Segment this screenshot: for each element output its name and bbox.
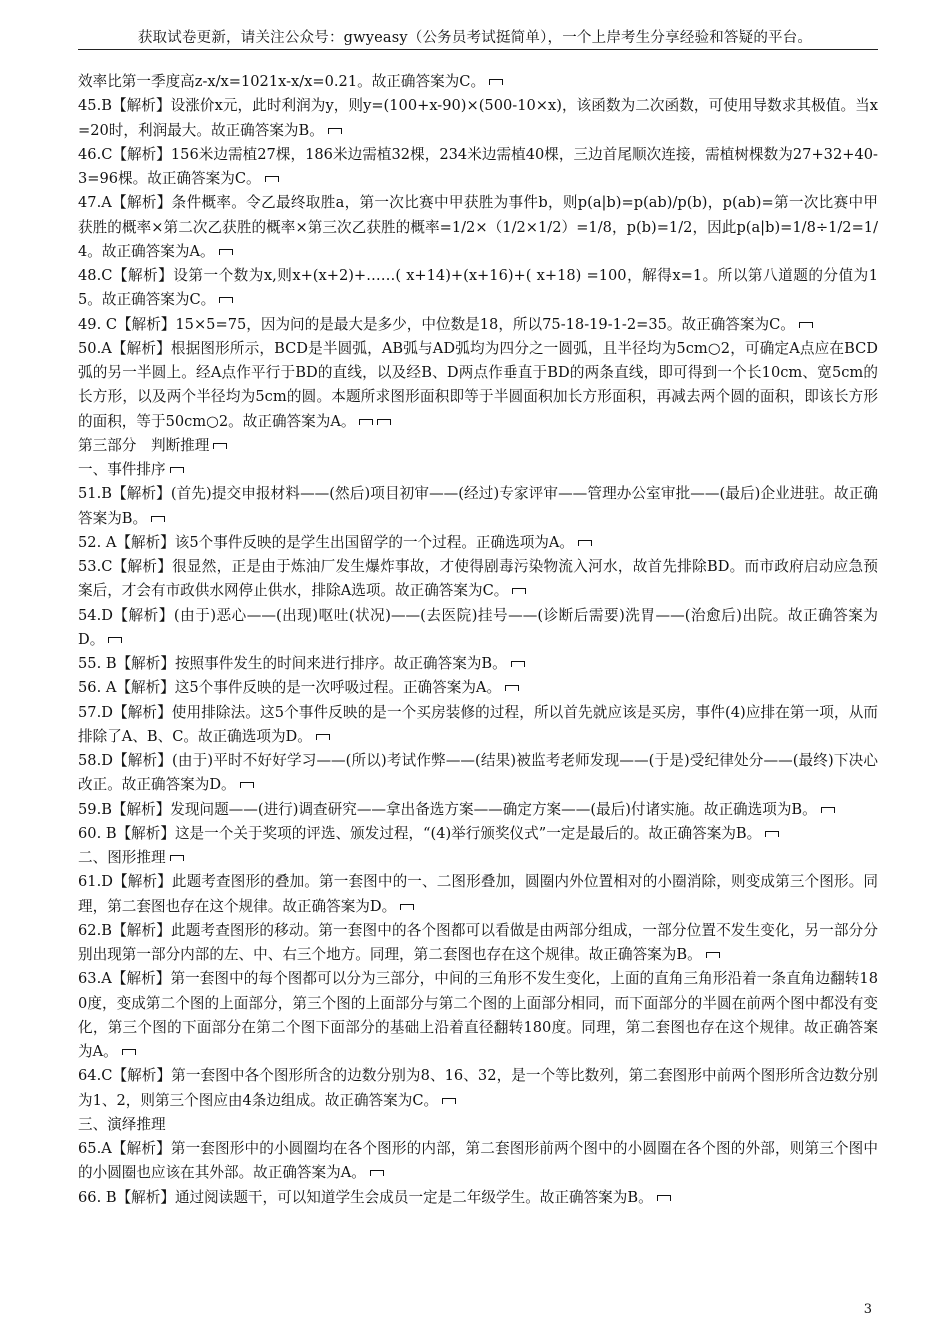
section-heading: 第三部分 判断推理 — [78, 434, 878, 458]
paragraph: 49. C【解析】15×5=75，因为问的是最大是多少，中位数是18，所以75-18-19-1-2=35。故正确答案为C。 — [78, 313, 878, 337]
paragraph-mark-icon — [359, 419, 373, 425]
paragraph-mark-icon — [821, 807, 835, 813]
paragraph: 63.A【解析】第一套图中的每个图都可以分为三部分，中间的三角形不发生变化，上面的直角三角形沿着一条直角边翻转180度，变成第二个图的上面部分，第三个图的上面部分与第二个图的上面部分相同，而下面部分的半圆在前两个图中都没有变化，第三个图的下面部分在第二个图下面部分的基础上沿着直径翻转180度。同理，第二套图也存在这个规律。故正确答案为A。 — [78, 970, 878, 1060]
paragraph: 52. A【解析】该5个事件反映的是学生出国留学的一个过程。正确选项为A。 — [78, 531, 878, 555]
paragraph-mark-icon — [765, 831, 779, 837]
paragraph: 50.A【解析】根据图形所示，BCD是半圆弧，AB弧与AD弧均为四分之一圆弧，且半径均为5cm○2，可确定A点应在BCD弧的另一半圆上。经A点作平行于BD的直线，以及经B、D两点作垂直于BD的两条直线，即可得到一个长10cm、宽5cm的长方形，以及两个半径均为5cm的圆。本题所求图形面积即等于半圆面积加长方形面积，再减去两个圆的面积，即该长方形的面积，等于50cm○2。故正确答案为A。 — [78, 339, 878, 430]
paragraph: 45.B【解析】设涨价x元，此时利润为y，则y=(100+x-90)×(500-10×x)，该函数为二次函数，可使用导数求其极值。当x=20时，利润最大。故正确答案为B。 — [78, 97, 878, 139]
page-header: 获取试卷更新，请关注公众号：gwyeasy（公务员考试挺简单），一个上岸考生分享经验和答疑的平台。 — [137, 30, 813, 46]
paragraph-mark-icon — [108, 637, 122, 643]
paragraph-mark-icon — [442, 1098, 456, 1104]
paragraph-mark-icon — [240, 782, 254, 788]
paragraph-mark-icon — [706, 952, 720, 958]
paragraph: 48.C【解析】设第一个数为x,则x+(x+2)+……( x+14)+(x+16)+( x+18) =100，解得x=1。所以第八道题的分值为15。故正确答案为C。 — [78, 267, 878, 309]
paragraph: 56. A【解析】这5个事件反映的是一次呼吸过程。正确答案为A。 — [78, 676, 878, 700]
paragraph: 46.C【解析】156米边需植27棵，186米边需植32棵，234米边需植40棵，三边首尾顺次连接，需植树棵数为27+32+40-3=96棵。故正确答案为C。 — [78, 145, 878, 187]
paragraph-mark-icon — [400, 904, 414, 910]
paragraph-mark-icon — [213, 443, 227, 449]
paragraph-mark-icon — [578, 540, 592, 546]
paragraph: 效率比第一季度高z-x/x=1021x-x/x=0.21。故正确答案为C。 — [78, 70, 878, 94]
subsection-heading: 三、演绎推理 — [78, 1115, 166, 1133]
subsection-heading: 二、图形推理 — [78, 846, 878, 870]
paragraph-mark-icon — [151, 516, 165, 522]
paragraph-mark-icon — [219, 297, 233, 303]
paragraph: 62.B【解析】此题考查图形的移动。第一套图中的各个图都可以看做是由两部分组成，一部分位置不发生变化，另一部分分别出现第一部分内部的左、中、右三个地方。同理，第二套图也存在这个规律。故正确答案为B。 — [78, 921, 878, 963]
paragraph-mark-icon — [316, 734, 330, 740]
header-divider — [78, 49, 878, 50]
paragraph: 55. B【解析】按照事件发生的时间来进行排序。故正确答案为B。 — [78, 652, 878, 676]
paragraph-mark-icon — [489, 79, 503, 85]
paragraph-mark-icon — [170, 855, 184, 861]
paragraph: 58.D【解析】(由于)平时不好好学习——(所以)考试作弊——(结果)被监考老师发现——(于是)受纪律处分——(最终)下决心改正。故正确答案为D。 — [78, 752, 878, 794]
paragraph-mark-icon — [377, 419, 391, 425]
paragraph-mark-icon — [170, 467, 184, 473]
paragraph-mark-icon — [657, 1195, 671, 1201]
paragraph-mark-icon — [265, 176, 279, 182]
paragraph: 66. B【解析】通过阅读题干，可以知道学生会成员一定是二年级学生。故正确答案为B。 — [78, 1186, 878, 1210]
paragraph: 59.B【解析】发现问题——(进行)调查研究——拿出备选方案——确定方案——(最后)付诸实施。故正确选项为B。 — [78, 798, 878, 822]
paragraph: 57.D【解析】使用排除法。这5个事件反映的是一个买房装修的过程，所以首先就应该是买房，事件(4)应排在第一项，从而排除了A、B、C。故正确选项为D。 — [78, 703, 878, 745]
document-body — [78, 70, 878, 1210]
paragraph: 53.C【解析】很显然，正是由于炼油厂发生爆炸事故，才使得剧毒污染物流入河水，故首先排除BD。而市政府启动应急预案后，才会有市政供水网停止供水，排除A选项。故正确答案为C。 — [78, 558, 878, 600]
paragraph: 60. B【解析】这是一个关于奖项的评选、颁发过程，“(4)举行颁奖仪式”一定是最后的。故正确答案为B。 — [78, 822, 878, 846]
paragraph: 51.B【解析】(首先)提交申报材料——(然后)项目初审——(经过)专家评审——管理办公室审批——(最后)企业进驻。故正确答案为B。 — [78, 485, 878, 527]
paragraph-mark-icon — [511, 661, 525, 667]
paragraph: 47.A【解析】条件概率。令乙最终取胜a，第一次比赛中甲获胜为事件b，则p(a|b)=p(ab)/p(b)，p(ab)=第一次比赛中甲获胜的概率×第二次乙获胜的概率×第三次乙获胜的概率=1/2×（1/2×1/2）=1/8，p(b)=1/2，因此p(a|b)=1/8÷1/2=1/4。故正确答案为A。 — [78, 194, 878, 260]
paragraph-mark-icon — [505, 685, 519, 691]
paragraph-mark-icon — [328, 128, 342, 134]
subsection-heading: 一、事件排序 — [78, 458, 878, 482]
paragraph: 64.C【解析】第一套图中各个图形所含的边数分别为8、16、32，是一个等比数列，第二套图形中前两个图形所含边数分别为1、2，则第三个图应由4条边组成。故正确答案为C。 — [78, 1067, 878, 1109]
paragraph: 61.D【解析】此题考查图形的叠加。第一套图中的一、二图形叠加，圆圈内外位置相对的小圈消除，则变成第三个图形。同理，第二套图也存在这个规律。故正确答案为D。 — [78, 873, 878, 915]
page-number: 3 — [863, 1302, 872, 1317]
paragraph: 54.D【解析】(由于)恶心——(出现)呕吐(状况)——(去医院)挂号——(诊断后需要)洗胃——(治愈后)出院。故正确答案为D。 — [78, 606, 878, 648]
paragraph-mark-icon — [219, 249, 233, 255]
paragraph: 65.A【解析】第一套图形中的小圆圈均在各个图形的内部，第二套图形前两个图中的小圆圈在各个图的外部，则第三个图中的小圆圈也应该在其外部。故正确答案为A。 — [78, 1140, 878, 1182]
paragraph-mark-icon — [370, 1170, 384, 1176]
paragraph-mark-icon — [512, 588, 526, 594]
paragraph-mark-icon — [799, 322, 813, 328]
paragraph-mark-icon — [122, 1049, 136, 1055]
